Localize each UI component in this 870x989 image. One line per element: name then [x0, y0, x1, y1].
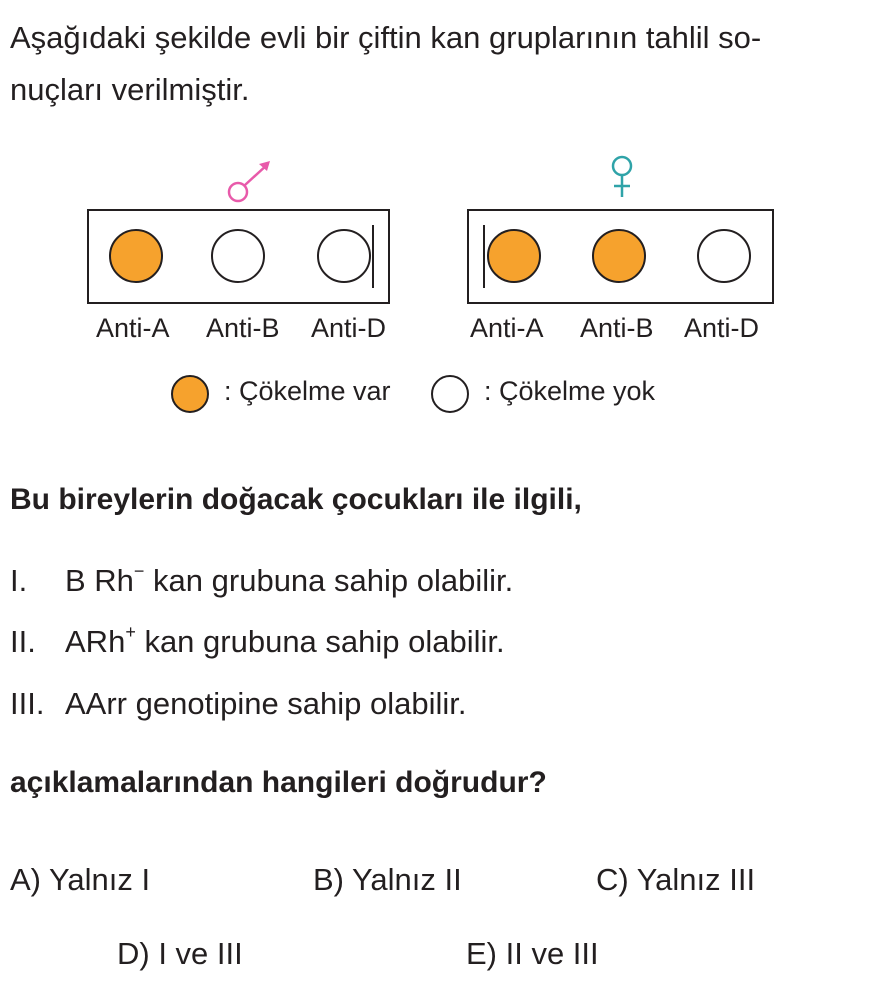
option-e[interactable]: E) II ve III — [466, 936, 599, 971]
option-a[interactable]: A) Yalnız I — [10, 862, 151, 897]
legend-empty-circle — [431, 375, 469, 413]
option-c[interactable]: C) Yalnız III — [596, 862, 756, 897]
statement-suffix: kan grubuna sahip olabilir. — [144, 563, 514, 598]
female-blood-test-panel — [467, 209, 774, 304]
panel-inner-edge — [483, 225, 485, 288]
female-reagent-label-b: Anti-B — [580, 313, 654, 343]
intro-text — [10, 12, 761, 116]
statement-numeral: I. — [10, 563, 28, 598]
male-reagent-label-d: Anti-D — [311, 313, 387, 343]
statement-text — [65, 624, 505, 660]
male-reagent-label-a: Anti-A — [96, 313, 170, 343]
statement-prefix: ARh — [65, 624, 126, 659]
male-anti-d-well — [317, 229, 371, 283]
male-symbol-icon — [226, 158, 276, 208]
intro-line-2: nuçları verilmiştir. — [10, 72, 250, 107]
male-blood-test-panel — [87, 209, 390, 304]
option-b[interactable]: B) Yalnız II — [313, 862, 462, 897]
female-reagent-label-d: Anti-D — [684, 313, 760, 343]
female-symbol-icon — [606, 152, 638, 200]
intro-line-1: Aşağıdaki şekilde evli bir çiftin kan gruplarının tahlil so- — [10, 20, 762, 55]
male-anti-a-well — [109, 229, 163, 283]
male-anti-b-well — [211, 229, 265, 283]
panel-inner-edge — [372, 225, 374, 288]
statement-suffix: kan grubuna sahip olabilir. — [135, 624, 505, 659]
legend-empty-label: : Çökelme yok — [484, 376, 656, 406]
statement-text — [65, 563, 513, 599]
statement-numeral: III. — [10, 686, 45, 721]
legend-filled-label: : Çökelme var — [224, 376, 391, 406]
female-anti-b-well — [592, 229, 646, 283]
legend-filled-circle — [171, 375, 209, 413]
female-reagent-label-a: Anti-A — [470, 313, 544, 343]
female-anti-d-well — [697, 229, 751, 283]
question-stem: Bu bireylerin doğacak çocukları ile ilgili, — [10, 483, 582, 516]
statement-prefix: AArr genotipine sahip olabilir. — [65, 686, 467, 721]
statement-text — [65, 686, 467, 722]
statement-superscript: − — [133, 561, 145, 581]
female-anti-a-well — [487, 229, 541, 283]
male-reagent-label-b: Anti-B — [206, 313, 280, 343]
option-d[interactable]: D) I ve III — [117, 936, 243, 971]
statement-superscript: + — [125, 622, 136, 642]
statement-numeral: II. — [10, 624, 36, 659]
question-prompt: açıklamalarından hangileri doğrudur? — [10, 766, 547, 799]
statement-prefix: B Rh — [65, 563, 134, 598]
